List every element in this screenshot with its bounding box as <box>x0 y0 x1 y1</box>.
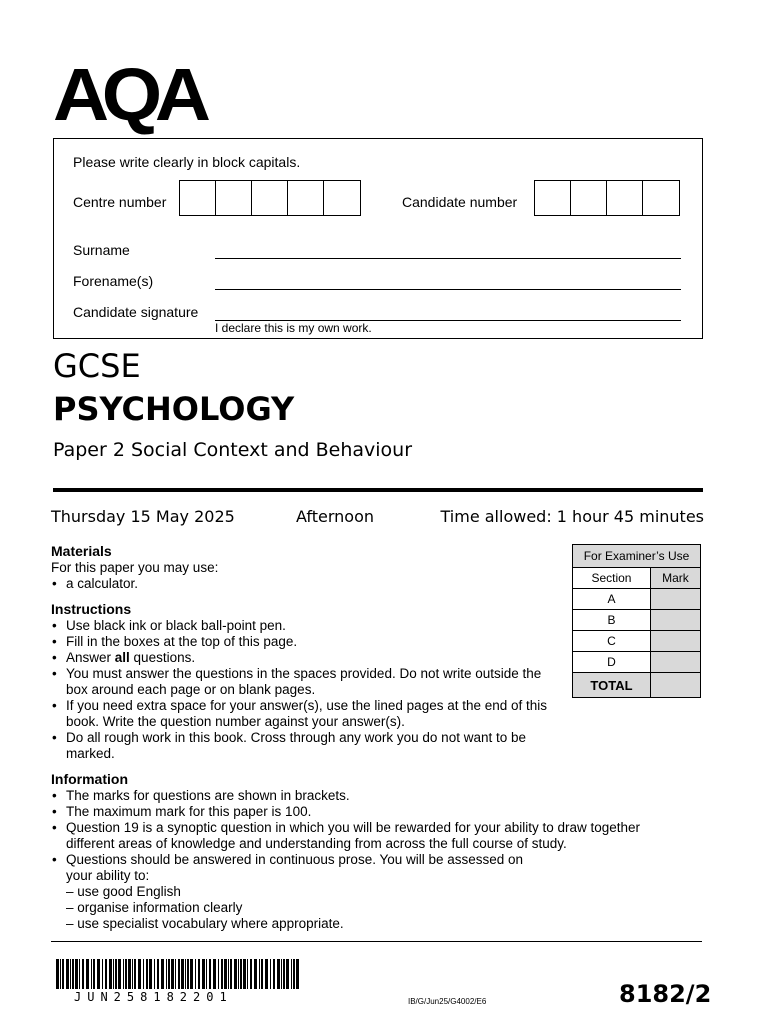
barcode-bar <box>185 959 186 989</box>
barcode-bar <box>243 959 246 989</box>
section-column-header: Section <box>573 568 651 589</box>
candidate-digit-box[interactable] <box>571 181 607 215</box>
forename-field[interactable] <box>215 289 681 290</box>
paper-code: 8182/2 <box>619 980 712 1008</box>
barcode-bar <box>72 959 74 989</box>
barcode-bar <box>265 959 268 989</box>
materials-intro: For this paper you may use: <box>51 560 219 575</box>
barcode-bar <box>168 959 170 989</box>
aqa-logo: AQA <box>53 53 204 136</box>
barcode-bar <box>79 959 80 989</box>
mark-column-header: Mark <box>650 568 700 589</box>
barcode <box>56 959 300 989</box>
candidate-digit-box[interactable] <box>643 181 679 215</box>
candidate-number-label: Candidate number <box>402 194 518 210</box>
barcode-bar <box>224 959 227 989</box>
barcode-bar <box>105 959 107 989</box>
barcode-bar <box>62 959 64 989</box>
barcode-bar <box>146 959 148 989</box>
barcode-bar <box>132 959 133 989</box>
barcode-bar <box>154 959 155 989</box>
candidate-digit-box[interactable] <box>607 181 643 215</box>
document-reference: IB/G/Jun25/G4002/E6 <box>408 997 487 1006</box>
barcode-bar <box>234 959 237 989</box>
paper-title: Paper 2 Social Context and Behaviour <box>53 439 413 461</box>
barcode-bar <box>277 959 280 989</box>
information-item: • Question 19 is a synoptic question in which you will be rewarded for your ability to draw together different areas of knowledge and understanding from across the full course of study. <box>51 820 681 852</box>
information-section <box>51 770 681 932</box>
section-cell: D <box>573 652 651 673</box>
assessment-criterion: – organise information clearly <box>66 900 243 915</box>
barcode-bar <box>261 959 263 989</box>
block-capitals-instruction: Please write clearly in block capitals. <box>73 154 301 170</box>
forename-label: Forename(s) <box>73 273 154 289</box>
candidate-number-field[interactable] <box>534 180 680 216</box>
section-cell: B <box>573 610 651 631</box>
instruction-item: • Use black ink or black ball-point pen. <box>51 618 551 634</box>
information-heading: Information <box>51 771 128 787</box>
barcode-bar <box>240 959 242 989</box>
materials-heading: Materials <box>51 543 112 559</box>
title-divider <box>53 488 703 492</box>
barcode-bar <box>247 959 248 989</box>
instructions-heading: Instructions <box>51 601 132 617</box>
barcode-bar <box>250 959 252 989</box>
barcode-bar <box>125 959 127 989</box>
assessment-criterion: – use good English <box>66 884 181 899</box>
barcode-bar <box>171 959 174 989</box>
barcode-bar <box>209 959 211 989</box>
section-cell: C <box>573 631 651 652</box>
barcode-number: JUN258182201 <box>74 990 233 1004</box>
barcode-bar <box>254 959 257 989</box>
barcode-bar <box>56 959 59 989</box>
instruction-item: • Do all rough work in this book. Cross through any work you do not want to be marked. <box>51 730 551 762</box>
mark-cell <box>650 652 700 673</box>
exam-date: Thursday 15 May 2025 <box>51 507 235 526</box>
barcode-bar <box>97 959 100 989</box>
materials-item: • a calculator. <box>51 576 551 592</box>
centre-number-field[interactable] <box>179 180 361 216</box>
mark-cell <box>650 610 700 631</box>
barcode-bar <box>175 959 176 989</box>
centre-digit-box[interactable] <box>216 181 252 215</box>
barcode-bar <box>66 959 69 989</box>
barcode-bar <box>128 959 131 989</box>
instruction-item: • Fill in the boxes at the top of this page. <box>51 634 551 650</box>
barcode-bar <box>281 959 282 989</box>
barcode-bar <box>123 959 124 989</box>
barcode-bar <box>291 959 292 989</box>
information-item: • The marks for questions are shown in brackets. <box>51 788 681 804</box>
barcode-bar <box>283 959 285 989</box>
mark-cell <box>650 631 700 652</box>
barcode-bar <box>161 959 164 989</box>
barcode-bar <box>109 959 112 989</box>
barcode-bar <box>221 959 223 989</box>
signature-label: Candidate signature <box>73 304 199 320</box>
centre-digit-box[interactable] <box>288 181 324 215</box>
barcode-bar <box>70 959 71 989</box>
instruction-item: • If you need extra space for your answer(s), use the lined pages at the end of this book. Write the question number against your answer(s). <box>51 698 551 730</box>
barcode-bar <box>93 959 95 989</box>
barcode-bar <box>102 959 103 989</box>
examiners-use-table <box>572 544 701 698</box>
barcode-bar <box>91 959 92 989</box>
exam-session: Afternoon <box>296 507 374 526</box>
barcode-bar <box>198 959 200 989</box>
barcode-bar <box>115 959 117 989</box>
barcode-bar <box>273 959 275 989</box>
barcode-bar <box>166 959 167 989</box>
barcode-bar <box>259 959 260 989</box>
barcode-bar <box>60 959 61 989</box>
surname-field[interactable] <box>215 258 681 259</box>
section-cell: A <box>573 589 651 610</box>
barcode-bar <box>113 959 114 989</box>
barcode-bar <box>157 959 159 989</box>
information-item: • Questions should be answered in continuous prose. You will be assessed on your ability to: <box>51 852 551 884</box>
barcode-bar <box>82 959 84 989</box>
centre-digit-box[interactable] <box>252 181 288 215</box>
assessment-criterion: – use specialist vocabulary where appropriate. <box>66 916 344 931</box>
mark-cell <box>650 589 700 610</box>
surname-label: Surname <box>73 242 130 258</box>
barcode-bar <box>293 959 295 989</box>
barcode-bar <box>238 959 239 989</box>
barcode-bar <box>296 959 299 989</box>
instruction-item: • You must answer the questions in the spaces provided. Do not write outside the box around each page or on blank pages. <box>51 666 551 698</box>
declaration-text: I declare this is my own work. <box>215 321 372 335</box>
barcode-bar <box>270 959 271 989</box>
examiners-use-title: For Examiner’s Use <box>573 545 701 568</box>
barcode-bar <box>187 959 189 989</box>
barcode-bar <box>118 959 121 989</box>
barcode-bar <box>286 959 289 989</box>
barcode-bar <box>195 959 196 989</box>
barcode-bar <box>75 959 78 989</box>
time-allowed: Time allowed: 1 hour 45 minutes <box>440 507 704 526</box>
barcode-bar <box>218 959 219 989</box>
subject-title: PSYCHOLOGY <box>53 390 295 428</box>
barcode-bar <box>202 959 205 989</box>
barcode-bar <box>230 959 232 989</box>
barcode-bar <box>149 959 152 989</box>
barcode-bar <box>134 959 136 989</box>
qualification-level: GCSE <box>53 347 141 385</box>
materials-section <box>51 542 551 592</box>
barcode-bar <box>190 959 193 989</box>
barcode-bar <box>86 959 89 989</box>
barcode-bar <box>178 959 180 989</box>
barcode-bar <box>228 959 229 989</box>
candidate-details-box <box>53 138 703 339</box>
centre-digit-box[interactable] <box>180 181 216 215</box>
barcode-bar <box>181 959 184 989</box>
centre-digit-box[interactable] <box>324 181 360 215</box>
footer-divider <box>51 941 702 942</box>
barcode-bar <box>213 959 216 989</box>
candidate-digit-box[interactable] <box>535 181 571 215</box>
total-mark-cell <box>650 673 700 698</box>
barcode-bar <box>206 959 207 989</box>
barcode-bar <box>138 959 141 989</box>
centre-number-label: Centre number <box>73 194 167 210</box>
instruction-item: • Answer all questions. <box>51 650 551 666</box>
total-label: TOTAL <box>573 673 651 698</box>
instructions-section <box>51 600 551 762</box>
barcode-bar <box>143 959 144 989</box>
information-item: • The maximum mark for this paper is 100. <box>51 804 681 820</box>
